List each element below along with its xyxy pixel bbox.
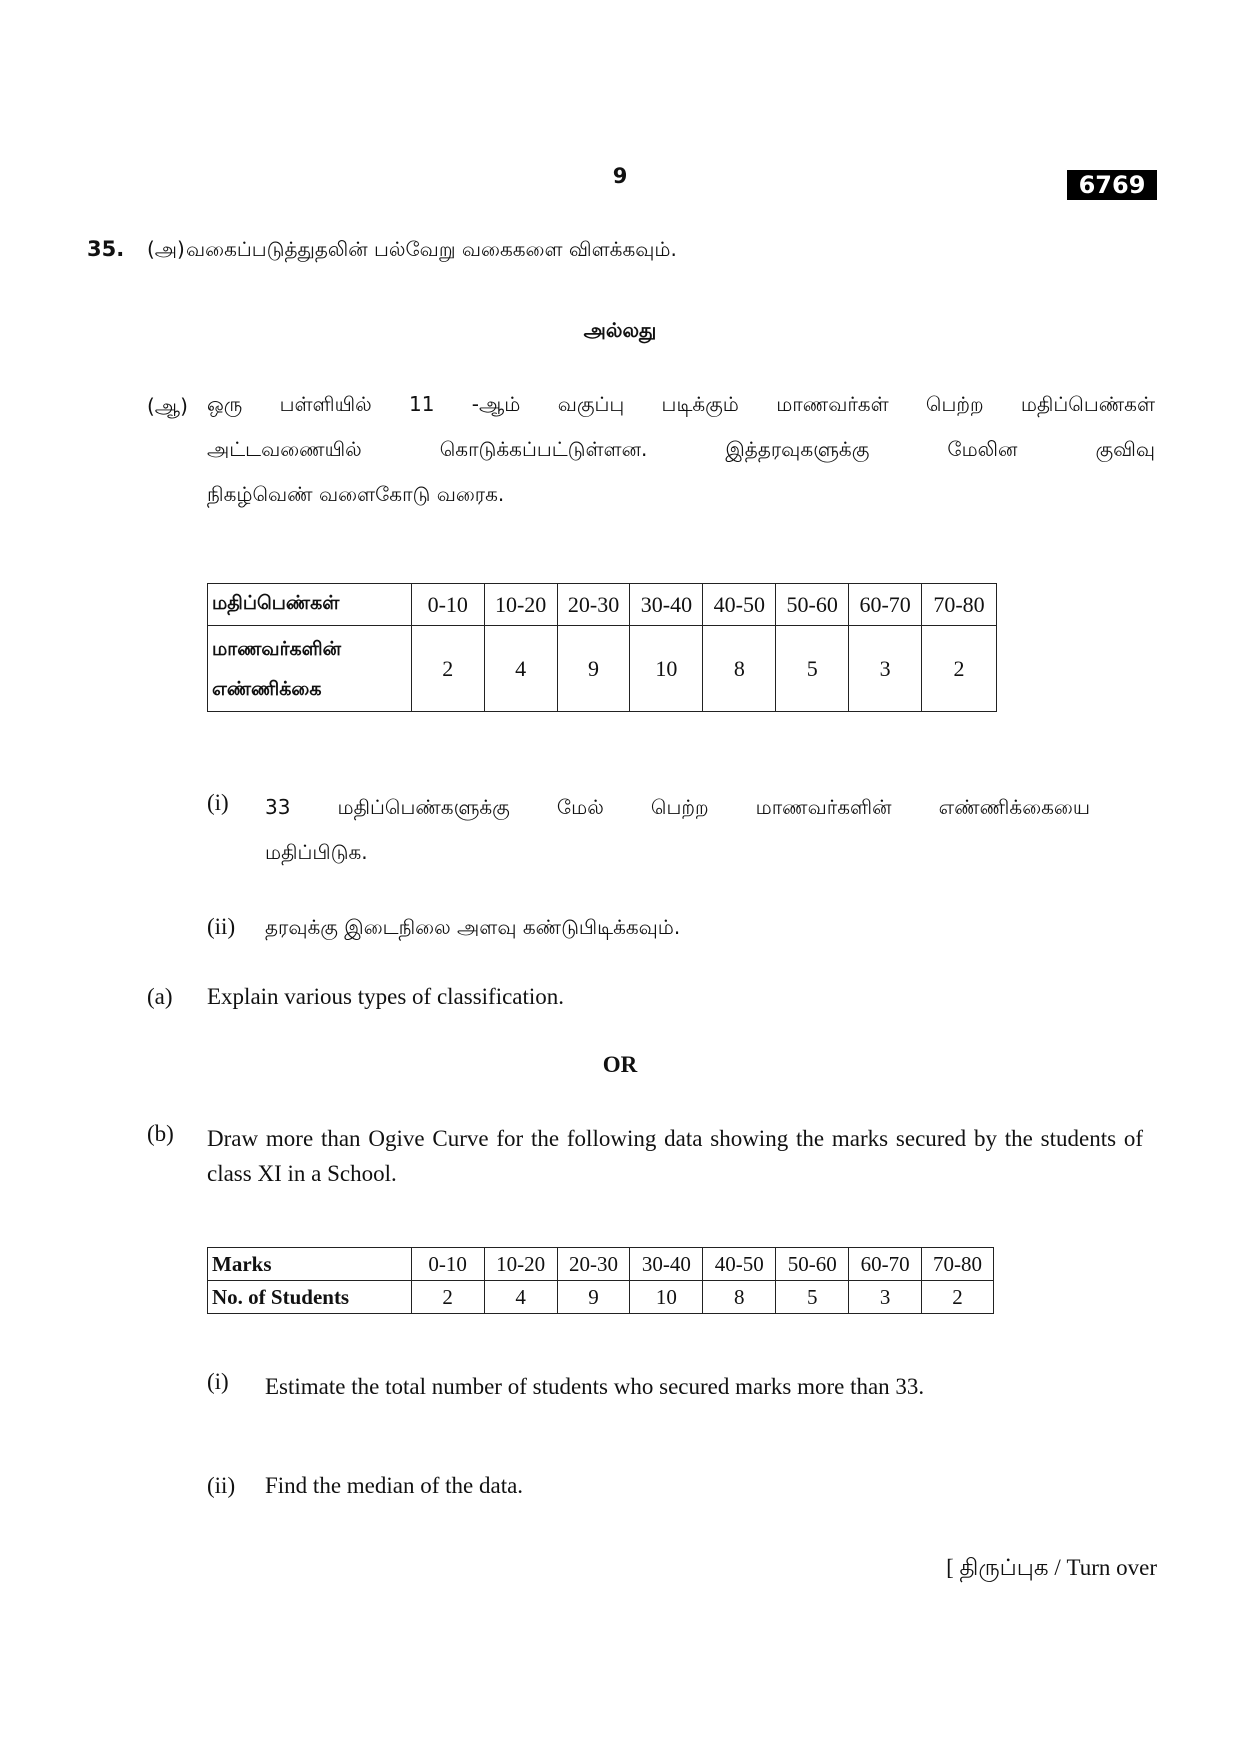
english-count: 10 <box>630 1281 703 1314</box>
english-interval: 40-50 <box>703 1248 776 1281</box>
tamil-students-label <box>208 626 412 712</box>
english-a-label: (a) <box>147 984 173 1009</box>
question-number: 35. <box>87 237 125 261</box>
english-sub-ii-label: (ii) <box>207 1473 236 1498</box>
tamil-b-text <box>207 382 1155 517</box>
english-count: 3 <box>849 1281 922 1314</box>
tamil-interval: 70-80 <box>922 584 997 626</box>
english-interval: 10-20 <box>484 1248 557 1281</box>
english-count: 2 <box>411 1281 484 1314</box>
tamil-count: 10 <box>630 626 703 712</box>
tamil-count: 8 <box>703 626 776 712</box>
tamil-table-header-row <box>208 584 997 626</box>
tamil-a-text: வகைப்படுத்துதலின் பல்வேறு வகைகளை விளக்கவும். <box>186 237 677 261</box>
english-interval: 50-60 <box>776 1248 849 1281</box>
tamil-interval: 20-30 <box>557 584 630 626</box>
english-interval: 0-10 <box>411 1248 484 1281</box>
tamil-count: 4 <box>484 626 557 712</box>
tamil-table-count-row <box>208 626 997 712</box>
tamil-interval: 50-60 <box>776 584 849 626</box>
english-or: OR <box>602 1052 638 1077</box>
english-sub-i-text: Estimate the total number of students who secured marks more than 33. <box>265 1374 925 1399</box>
tamil-interval: 30-40 <box>630 584 703 626</box>
tamil-students-label-line-1: மாணவர்களின் <box>212 637 342 660</box>
turn-over-note: [ திருப்புக / Turn over <box>946 1555 1157 1580</box>
english-students-label: No. of Students <box>208 1281 412 1314</box>
tamil-b-line-3: நிகழ்வெண் வளைகோடு வரைக. <box>207 482 505 506</box>
tamil-interval: 40-50 <box>703 584 776 626</box>
tamil-interval: 60-70 <box>849 584 922 626</box>
tamil-interval: 0-10 <box>411 584 484 626</box>
tamil-count: 5 <box>776 626 849 712</box>
tamil-marks-table <box>207 583 997 712</box>
english-count: 9 <box>557 1281 630 1314</box>
english-table-header-row <box>208 1248 994 1281</box>
english-interval: 20-30 <box>557 1248 630 1281</box>
english-a-text: Explain various types of classification. <box>207 984 565 1009</box>
tamil-sub-ii-label: (ii) <box>207 914 236 939</box>
tamil-sub-i-text <box>265 785 1090 875</box>
tamil-or: அல்லது <box>583 318 657 342</box>
english-count: 4 <box>484 1281 557 1314</box>
english-count: 5 <box>776 1281 849 1314</box>
english-table-count-row <box>208 1281 994 1314</box>
tamil-count: 2 <box>411 626 484 712</box>
tamil-students-label-line-2: எண்ணிக்கை <box>212 677 322 700</box>
tamil-count: 3 <box>849 626 922 712</box>
english-count: 2 <box>922 1281 994 1314</box>
tamil-a-label: (அ) <box>147 237 185 261</box>
english-b-text: Draw more than Ogive Curve for the following data showing the marks secured by the students of class XI in a School. <box>207 1126 1143 1186</box>
tamil-b-line-1: ஒரு பள்ளியில் 11 -ஆம் வகுப்பு படிக்கும் மாணவர்கள் பெற்ற மதிப்பெண்கள் <box>207 392 1155 416</box>
english-b-label: (b) <box>147 1121 174 1146</box>
english-count: 8 <box>703 1281 776 1314</box>
tamil-interval: 10-20 <box>484 584 557 626</box>
tamil-count: 2 <box>922 626 997 712</box>
english-marks-table <box>207 1247 994 1314</box>
english-marks-label: Marks <box>208 1248 412 1281</box>
tamil-sub-i-label: (i) <box>207 790 229 815</box>
english-interval: 30-40 <box>630 1248 703 1281</box>
paper-code-badge: 6769 <box>1067 170 1157 200</box>
tamil-count: 9 <box>557 626 630 712</box>
tamil-sub-i-line-1: 33 மதிப்பெண்களுக்கு மேல் பெற்ற மாணவர்களின் எண்ணிக்கையை <box>265 795 1090 819</box>
english-interval: 70-80 <box>922 1248 994 1281</box>
english-interval: 60-70 <box>849 1248 922 1281</box>
tamil-sub-i-line-2: மதிப்பிடுக. <box>265 840 368 864</box>
tamil-b-line-2: அட்டவணையில் கொடுக்கப்பட்டுள்ளன. இத்தரவுகளுக்கு மேலின குவிவு <box>207 437 1155 461</box>
english-sub-ii-text: Find the median of the data. <box>265 1473 524 1498</box>
page-number: 9 <box>612 164 628 188</box>
tamil-marks-label: மதிப்பெண்கள் <box>208 584 412 626</box>
tamil-b-label: (ஆ) <box>147 394 188 418</box>
english-sub-i-label: (i) <box>207 1369 229 1394</box>
tamil-sub-ii-text: தரவுக்கு இடைநிலை அளவு கண்டுபிடிக்கவும். <box>265 915 681 939</box>
